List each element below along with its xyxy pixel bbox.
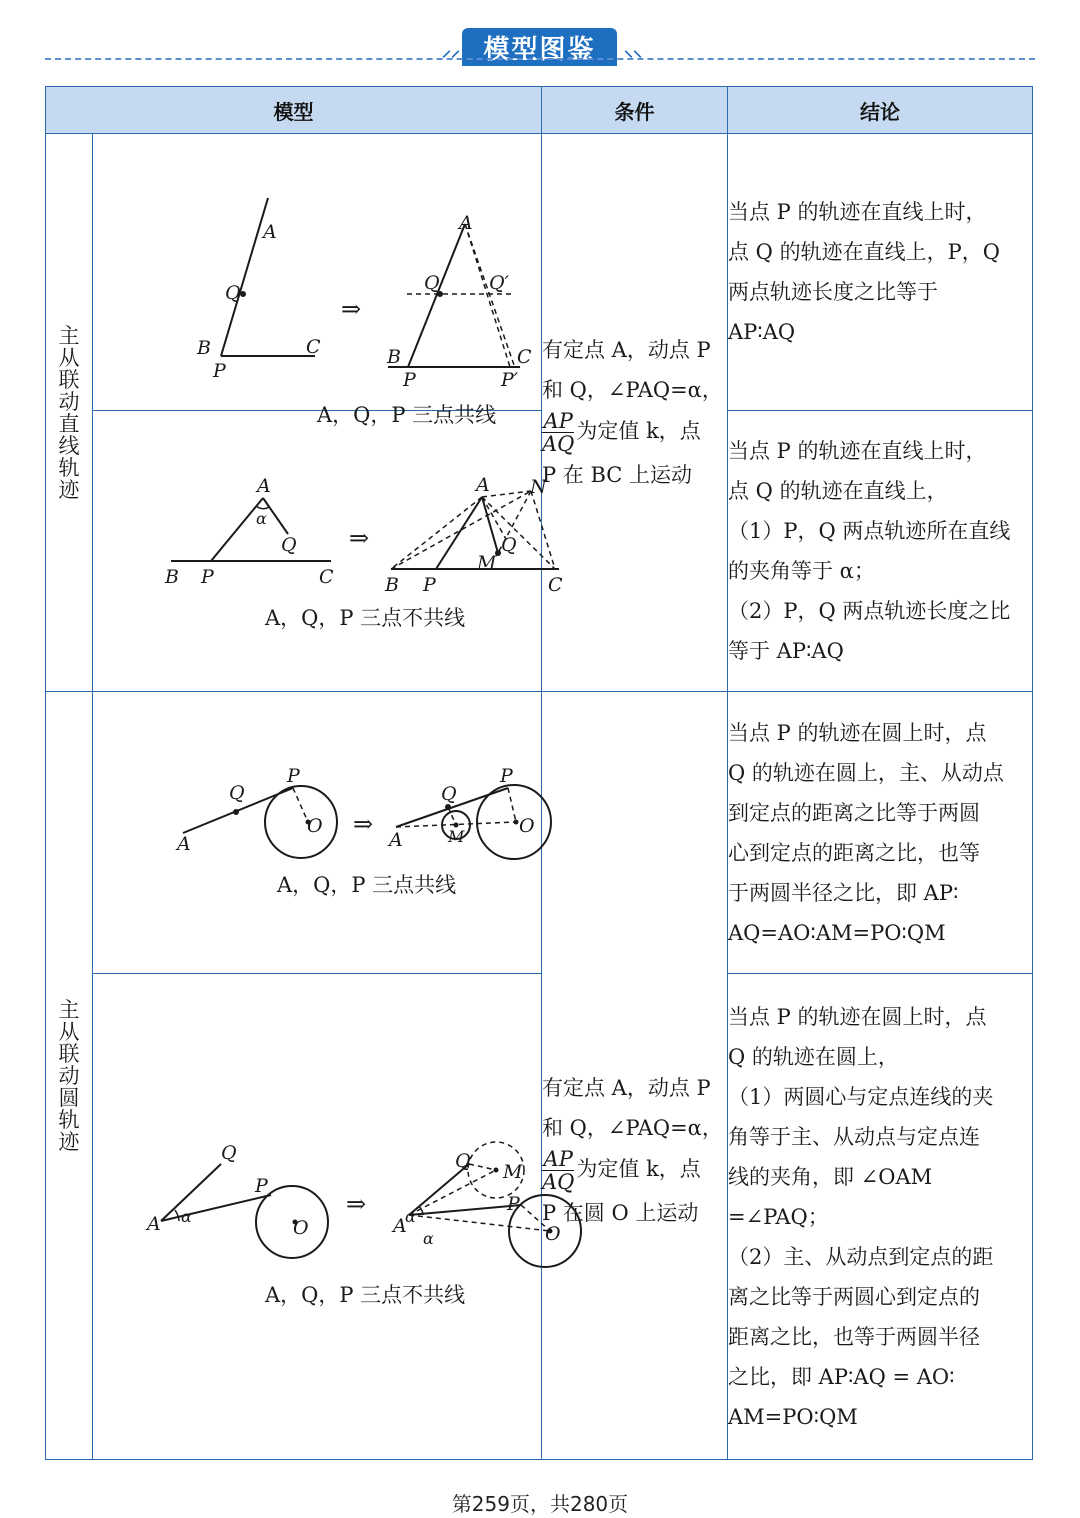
figure-line-collinear (93, 134, 542, 427)
label-Q-2: Q (455, 1150, 471, 1172)
implies-arrow: ⇒ (349, 524, 370, 552)
label-Q: Q (221, 1142, 237, 1164)
label-Q-2: Q (441, 783, 457, 805)
ratio-fraction-2: $\frac{AP}{AQ}$ (542, 1147, 575, 1194)
label-alpha: α (181, 1207, 192, 1226)
caption-collinear: A，Q，P 三点共线 (317, 403, 497, 427)
label-A-2: A (476, 474, 490, 496)
label-A-2: A (393, 1215, 407, 1237)
label-B-2: B (387, 346, 401, 368)
label-C: C (319, 566, 334, 588)
label-P-2: P (500, 765, 513, 787)
column-header-conclusion: 结论 (728, 87, 1033, 134)
ratio-fraction: $\frac{AP}{AQ}$ (542, 409, 575, 456)
condition-line: 有定点 A，动点 P 和 Q，∠PAQ=α， $\frac{AP}{AQ}$ 为定值 k，点 P 在 BC 上运动 (542, 134, 728, 692)
title-decoration-right: ⸜⸜ (624, 40, 642, 61)
label-A: A (147, 1213, 161, 1235)
table-row (46, 692, 1033, 974)
label-C-2: C (548, 574, 563, 596)
label-Q: Q (229, 782, 245, 804)
condition-circle: 有定点 A，动点 P 和 Q，∠PAQ=α， $\frac{AP}{AQ}$ 为定值 k，点 P 在圆 O 上运动 (542, 692, 728, 1460)
label-A-2: A (459, 212, 473, 234)
label-alpha-2: α (405, 1207, 416, 1226)
label-C-2: C (517, 346, 532, 368)
label-P: P (255, 1175, 268, 1197)
label-B: B (165, 566, 179, 588)
label-B: B (197, 337, 211, 359)
caption-noncollinear: A，Q，P 三点不共线 (265, 606, 466, 630)
label-Q: Q (225, 282, 241, 304)
label-P-2: P (507, 1193, 520, 1215)
title-decoration-left: ⸝⸝ (442, 40, 460, 61)
conclusion-circle-collinear: 当点 P 的轨迹在圆上时，点 Q 的轨迹在圆上，主、从动点 到定点的距离之比等于两圆 心到定点的距离之比，也等 于两圆半径之比，即 AP∶ AQ=AO∶AM=PO∶QM (728, 692, 1033, 974)
label-M: M (477, 552, 497, 574)
caption-circle-noncollinear: A，Q，P 三点不共线 (265, 1283, 466, 1307)
label-P: P (287, 765, 300, 787)
conclusion-circle-noncollinear: 当点 P 的轨迹在圆上时，点 Q 的轨迹在圆上， （1）两圆心与定点连线的夹 角等于主、从动点与定点连 线的夹角，即 ∠OAM =∠PAQ； （2）主、从动点到定点的距 离之比等于两圆心到定点的 距离之比，也等于两圆半径 之比，即 AP∶AQ = AO∶ AM=PO∶QM (728, 974, 1033, 1460)
model-table (45, 86, 1033, 1460)
page-footer: 第259页，共280页 (451, 1492, 629, 1516)
implies-arrow: ⇒ (353, 810, 374, 838)
title-rule (45, 58, 1035, 60)
label-P: P (213, 360, 226, 382)
header-row (46, 87, 1033, 134)
implies-arrow: ⇒ (346, 1190, 367, 1218)
column-header-model: 模型 (46, 87, 542, 134)
label-M: M (448, 827, 465, 846)
model-figure-line-collinear (93, 134, 542, 427)
table-row (46, 411, 1033, 692)
label-P-prime: P′ (501, 369, 519, 391)
label-P-2: P (403, 369, 416, 391)
label-N: N (530, 476, 547, 498)
caption-circle-collinear: A，Q，P 三点共线 (277, 873, 457, 897)
label-A: A (257, 475, 271, 497)
label-Q-2: Q (501, 534, 517, 556)
section-label-line: 主 从 联 动 直 线 轨 迹 (46, 134, 93, 692)
label-O-2: O (519, 815, 535, 837)
implies-arrow: ⇒ (341, 295, 362, 323)
label-B-2: B (385, 574, 399, 596)
label-Q-2: Q (424, 272, 440, 294)
label-A-2: A (389, 829, 403, 851)
label-alpha-3: α (423, 1229, 434, 1248)
label-P: P (201, 566, 214, 588)
label-O: O (307, 815, 323, 837)
label-Q: Q (281, 534, 297, 556)
label-A: A (177, 833, 191, 855)
table-row (46, 134, 1033, 411)
label-O: O (293, 1217, 309, 1239)
conclusion-line-collinear: 当点 P 的轨迹在直线上时， 点 Q 的轨迹在直线上，P，Q 两点轨迹长度之比等于 AP∶AQ (728, 134, 1033, 411)
label-C: C (306, 336, 321, 358)
conclusion-line-noncollinear: 当点 P 的轨迹在直线上时， 点 Q 的轨迹在直线上， （1）P，Q 两点轨迹所在直线 的夹角等于 α； （2）P，Q 两点轨迹长度之比 等于 AP∶AQ (728, 411, 1033, 692)
label-alpha: α (256, 509, 267, 528)
table-row (46, 974, 1033, 1460)
column-header-condition: 条件 (542, 87, 728, 134)
section-label-circle: 主 从 联 动 圆 轨 迹 (46, 692, 93, 1460)
label-O-2: O (545, 1223, 561, 1245)
label-Q-prime: Q′ (489, 272, 509, 294)
label-P-2: P (423, 574, 436, 596)
page-title: 模型图鉴 (462, 28, 617, 66)
figure-circle-collinear (93, 692, 542, 973)
model-figure-circle-collinear (93, 692, 542, 974)
label-M: M (503, 1161, 523, 1183)
label-A: A (263, 221, 277, 243)
